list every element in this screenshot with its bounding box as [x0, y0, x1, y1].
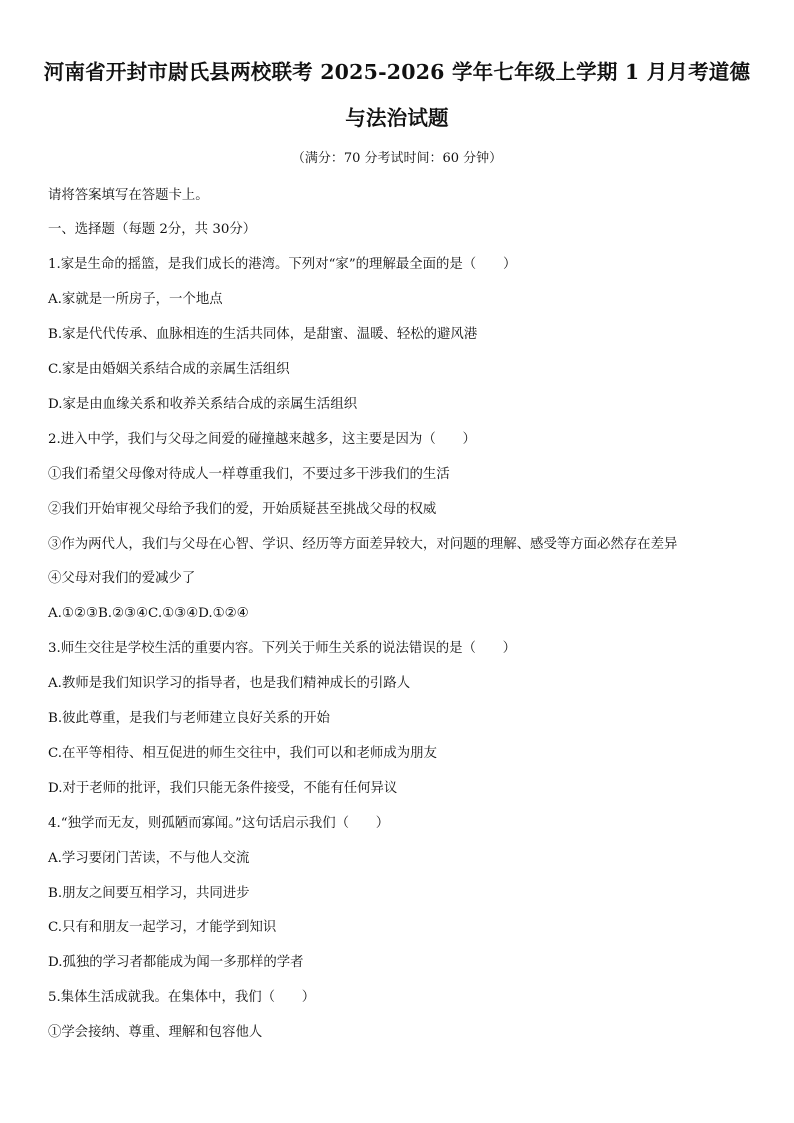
- question-4-option-a: A.学习要闭门苦读，不与他人交流: [48, 851, 250, 866]
- question-3-option-c: C.在平等相待、相互促进的师生交往中，我们可以和老师成为朋友: [48, 746, 437, 761]
- score-time-info: （满分：70 分考试时间：60 分钟）: [291, 151, 503, 166]
- question-2-statement-2: ②我们开始审视父母给予我们的爱，开始质疑甚至挑战父母的权威: [48, 502, 437, 517]
- question-1-option-d: D.家是由血缘关系和收养关系结合成的亲属生活组织: [48, 397, 358, 412]
- question-3-option-a: A.教师是我们知识学习的指导者，也是我们精神成长的引路人: [48, 676, 411, 691]
- question-2-statement-1: ①我们希望父母像对待成人一样尊重我们，不要过多干涉我们的生活: [48, 467, 450, 482]
- question-1-option-a: A.家就是一所房子，一个地点: [48, 292, 223, 307]
- question-4-stem: 4.“独学而无友，则孤陋而寡闻。”这句话启示我们（ ）: [48, 816, 390, 831]
- question-5-stem: 5.集体生活成就我。在集体中，我们（ ）: [48, 990, 316, 1005]
- question-1-option-b: B.家是代代传承、血脉相连的生活共同体，是甜蜜、温暖、轻松的避风港: [48, 327, 478, 342]
- question-2-stem: 2.进入中学，我们与父母之间爱的碰撞越来越多，这主要是因为（ ）: [48, 432, 476, 447]
- question-2-options: A.①②③B.②③④C.①③④D.①②④: [48, 606, 249, 621]
- instruction-text: 请将答案填写在答题卡上。: [48, 188, 209, 203]
- section-heading: 一、选择题（每题 2分，共 30分）: [48, 222, 257, 237]
- question-5-statement-1: ①学会接纳、尊重、理解和包容他人: [48, 1025, 263, 1040]
- question-2-statement-4: ④父母对我们的爱减少了: [48, 571, 196, 586]
- question-3-option-d: D.对于老师的批评，我们只能无条件接受，不能有任何异议: [48, 781, 398, 796]
- question-2-statement-3: ③作为两代人，我们与父母在心智、学识、经历等方面差异较大，对问题的理解、感受等方面必然存在差异: [48, 537, 678, 552]
- question-1-stem: 1.家是生命的摇篮，是我们成长的港湾。下列对“家”的理解最全面的是（ ）: [48, 257, 517, 272]
- question-3-stem: 3.师生交往是学校生活的重要内容。下列关于师生关系的说法错误的是（ ）: [48, 641, 517, 656]
- question-4-option-b: B.朋友之间要互相学习，共同进步: [48, 886, 250, 901]
- exam-title-line-1: 河南省开封市尉氏县两校联考 2025-2026 学年七年级上学期 1 月月考道德: [43, 60, 751, 84]
- question-3-option-b: B.彼此尊重，是我们与老师建立良好关系的开始: [48, 711, 330, 726]
- exam-title-line-2: 与法治试题: [345, 106, 449, 130]
- question-1-option-c: C.家是由婚姻关系结合成的亲属生活组织: [48, 362, 290, 377]
- question-4-option-d: D.孤独的学习者都能成为闻一多那样的学者: [48, 955, 304, 970]
- question-4-option-c: C.只有和朋友一起学习，才能学到知识: [48, 920, 277, 935]
